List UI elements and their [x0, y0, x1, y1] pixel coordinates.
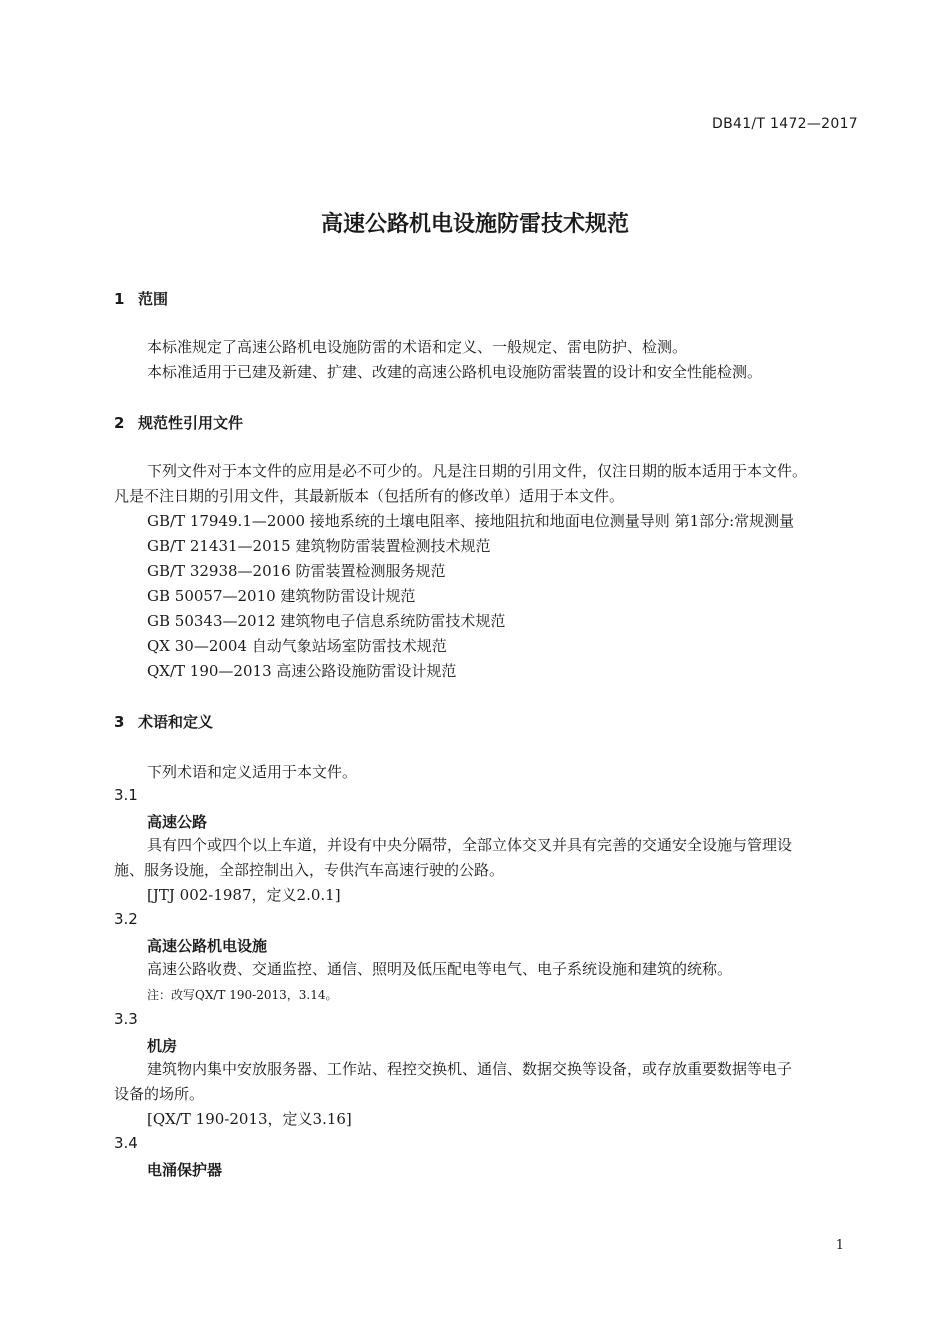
reference-item: GB 50343—2012 建筑物电子信息系统防雷技术规范 [147, 612, 506, 630]
term-name: 电涌保护器 [147, 1161, 223, 1179]
reference-item: GB/T 21431—2015 建筑物防雷装置检测技术规范 [147, 537, 491, 555]
reference-item: QX 30—2004 自动气象站场室防雷技术规范 [147, 637, 447, 655]
section-3-heading [114, 711, 213, 732]
section-number: 2 [114, 414, 125, 432]
page-number: 1 [835, 1238, 844, 1253]
term-definition: 建筑物内集中安放服务器、工作站、程控交换机、通信、数据交换等设备，或存放重要数据等电子 [147, 1060, 793, 1078]
term-number: 3.2 [114, 910, 138, 928]
term-definition-continuation: 设备的场所。 [114, 1085, 205, 1103]
reference-item: QX/T 190—2013 高速公路设施防雷设计规范 [147, 662, 457, 680]
term-name: 高速公路机电设施 [147, 937, 268, 955]
reference-item: GB/T 17949.1—2000 接地系统的土壤电阻率、接地阻抗和地面电位测量导则 第1部分:常规测量 [147, 512, 795, 530]
paragraph: 下列术语和定义适用于本文件。 [147, 763, 358, 781]
term-number: 3.1 [114, 786, 138, 804]
term-source: [JTJ 002-1987，定义2.0.1] [147, 886, 341, 904]
term-definition: 高速公路收费、交通监控、通信、照明及低压配电等电气、电子系统设施和建筑的统称。 [147, 960, 733, 978]
term-number: 3.3 [114, 1010, 138, 1028]
standard-code: DB41/T 1472—2017 [712, 116, 858, 132]
paragraph: 下列文件对于本文件的应用是必不可少的。凡是注日期的引用文件，仅注日期的版本适用于本文件。 [147, 462, 808, 480]
section-title: 规范性引用文件 [138, 414, 244, 432]
section-number: 3 [114, 713, 125, 731]
section-2-heading [114, 412, 243, 433]
term-definition: 具有四个或四个以上车道，并设有中央分隔带，全部立体交叉并具有完善的交通安全设施与管理设 [147, 836, 793, 854]
document-title: 高速公路机电设施防雷技术规范 [320, 212, 629, 237]
section-title: 范围 [138, 290, 169, 308]
term-name: 高速公路 [147, 813, 208, 831]
term-note: 注：改写QX/T 190-2013，3.14。 [147, 988, 338, 1002]
section-1-heading [114, 288, 168, 309]
term-definition-continuation: 施、服务设施，全部控制出入，专供汽车高速行驶的公路。 [114, 861, 505, 879]
reference-item: GB/T 32938—2016 防雷装置检测服务规范 [147, 562, 446, 580]
paragraph: 本标准适用于已建及新建、扩建、改建的高速公路机电设施防雷装置的设计和安全性能检测。 [147, 363, 763, 381]
paragraph-continuation: 凡是不注日期的引用文件，其最新版本（包括所有的修改单）适用于本文件。 [114, 487, 625, 505]
section-number: 1 [114, 290, 125, 308]
section-title: 术语和定义 [138, 713, 214, 731]
paragraph: 本标准规定了高速公路机电设施防雷的术语和定义、一般规定、雷电防护、检测。 [147, 338, 688, 356]
reference-item: GB 50057—2010 建筑物防雷设计规范 [147, 587, 416, 605]
term-number: 3.4 [114, 1134, 138, 1152]
term-name: 机房 [147, 1037, 178, 1055]
term-source: [QX/T 190-2013，定义3.16] [147, 1110, 352, 1128]
